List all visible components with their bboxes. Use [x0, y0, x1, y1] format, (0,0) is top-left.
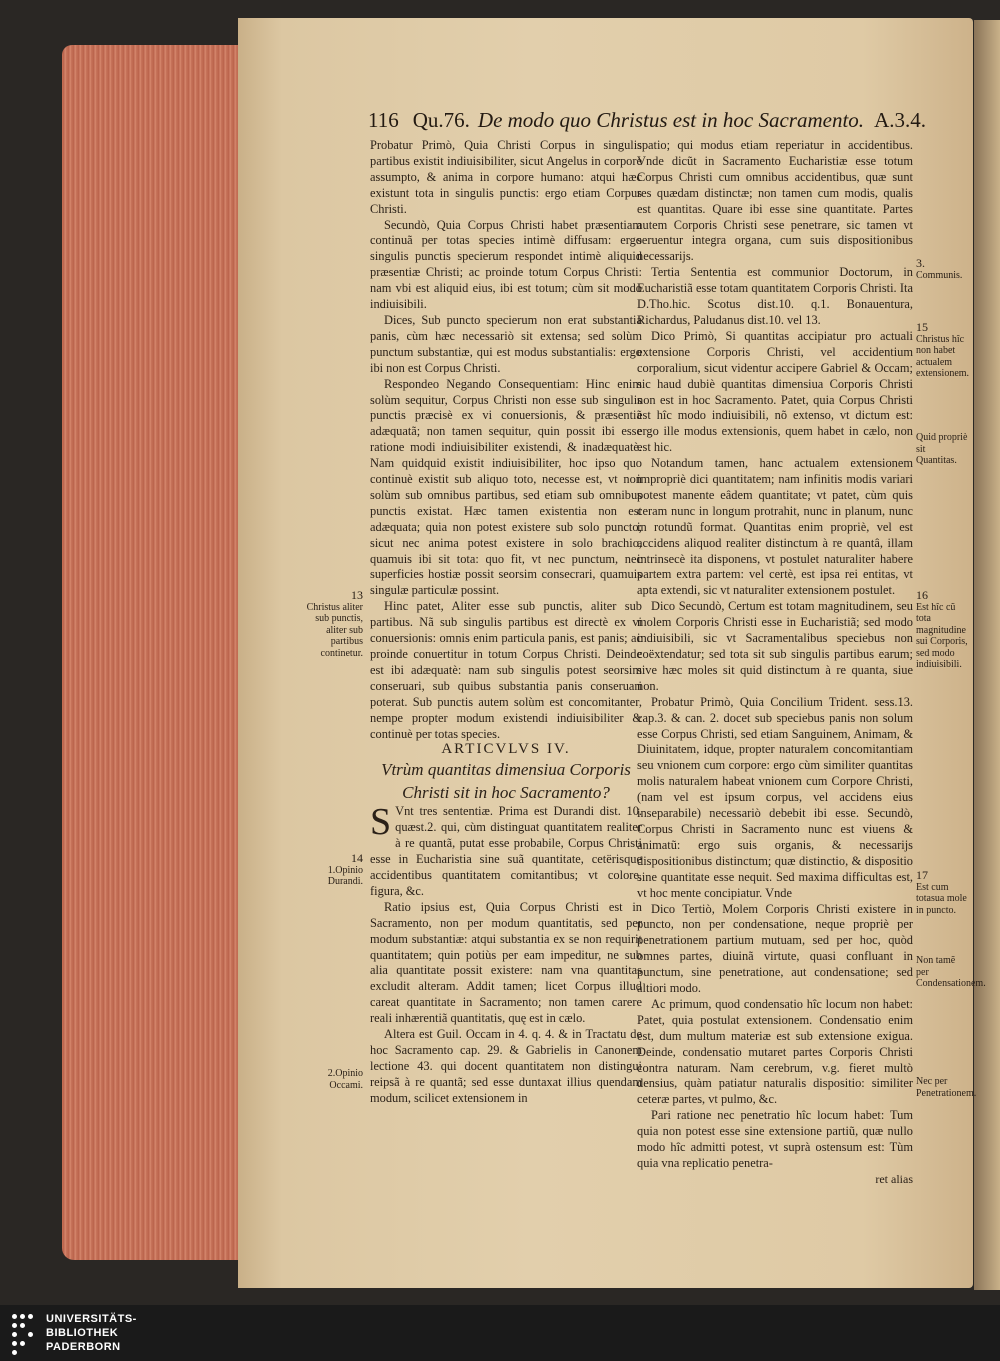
- margin-note: [916, 1076, 977, 1099]
- margin-note-number: 14: [351, 851, 363, 865]
- margin-note: [916, 258, 968, 281]
- page-number: 116: [368, 108, 399, 132]
- margin-note-text: Christus aliter sub punctis, aliter sub partibus continetur.: [306, 601, 363, 659]
- book-fore-edge: [62, 45, 252, 1260]
- margin-note: [305, 590, 363, 659]
- paragraph: Ratio ipsius est, Quia Corpus Christi est in Sacramento, non per modum quantitatis, sed per modum substantiæ: atqui substantia ex se non requirit quantitatem; quin potiùs per eam impeditur, ne sub alia quantitate possit existere: nam vna quantitas excludit alteram. Addit tamen; licet Corpus illud careat quantitate in Sacramento; non tamen carere reali inhærentiã quantitatis, quę est in cælo.: [370, 899, 642, 1026]
- margin-note-number: 16: [916, 588, 928, 602]
- paragraph: Dico Tertiò, Molem Corporis Christi existere in puncto, non per condensatione, neque propriè per penetrationem partium mutuam, sed per hoc, quòd omnes partes, diuinã virtute, quasi confluant in punctum, sine penetratione, aut condensatione; sed altiori modo.: [637, 901, 913, 996]
- margin-note-text: Est cum totasua mole in puncto.: [916, 881, 967, 916]
- margin-note: [916, 955, 986, 990]
- paragraph: Pari ratione nec penetratio hîc locum habet: Tum quia non potest esse sine extensione partiũ, quæ nullo modo hîc admitti potest, vt suprà ostensum est: Tùm quia vna replicatio penetra-: [637, 1108, 913, 1170]
- margin-note-number: 13: [351, 588, 363, 602]
- paragraph: Dico Secundò, Certum est totam magnitudinem, seu molem Corporis Christi esse in Eucharistiã; sed modo indiuisibili, sic vt Sacramentalibus speciebus non coëxtendatur; sed tota sit sub singulis partibus earum; sive hæc moles sit quid distinctum à re quanta, siue non.: [637, 599, 913, 693]
- margin-note-text: Quid propriè sit Quantitas.: [916, 432, 968, 466]
- paragraph-text: Vnt tres sententiæ. Prima est Durandi dist. 10. quæst.2. qui, cùm distinguat quantitatem realiter à re quantã, putat esse probabile, Corpus Christi esse in Eucharistia sine suã quantitate, cetërisque accidentibus quantitatem comitantibus; vt colore, figura, &c.: [370, 804, 642, 898]
- running-title: De modo quo Christus est in hoc Sacramento.: [477, 108, 865, 132]
- running-head: [368, 108, 928, 138]
- margin-note-text: 2.Opinio Occami.: [327, 1068, 363, 1091]
- margin-note: [916, 870, 968, 916]
- question-number: Qu.76.: [412, 108, 470, 132]
- paragraph: Altera est Guil. Occam in 4. q. 4. & in Tractatu de hoc Sacramento cap. 29. & Gabrielis in Canonem lectione 43. qui docent quantitatem non distingui reipsã à re quantã; sed esse duntaxat illius quendam modum, scilicet extensionem in: [370, 1027, 642, 1105]
- drop-cap: S: [370, 801, 392, 844]
- paragraph: Probatur Primò, Quia Concilium Trident. sess.13. cap.3. & can. 2. docet sub speciebus panis non solum esse Corpus Christi, sed etiam Sanguinem, Animam, & Diuinitatem, idque, propter naturalem concomitantiam seu vnionem cum corpore: ergo cùm similiter quantitas molis naturalem habeat vnionem cum Corpore Christi, (nam vel est ipsum corpus, vel accidens eius inseparabile) necessariò debebit ibi esse. Secundò, Corpus Christi in Sacramento nunc est viuens & animatũ: ergo suis organis, & necessarijs dispositionibus distinctum; quæ distinctio, & dispositio sine quantitate esse nequit. Sed maxima difficultas est, vt hoc mente concipiatur. Vnde: [637, 694, 913, 900]
- paragraph: Hinc patet, Aliter esse sub punctis, aliter sub partibus. Nã sub singulis partibus est directè ex vi conuersionis: omnis enim particula panis, est panis; ac proinde conuertitur in totum Corpus Christi. Deinde est ibi adæquatè: nam sub singulis potest seorsim conseruari, sub quibus substantia panis conseruari poterat. Sub punctis autem solùm est concomitanter, nempe propter modum existendi indiuisibiliter & continuè per totas species.: [370, 599, 642, 741]
- margin-note-text: Communis.: [916, 269, 963, 281]
- library-logo: [12, 1312, 162, 1358]
- margin-note-text: Nec per Penetrationem.: [916, 1076, 977, 1099]
- right-text-column: [637, 138, 913, 1188]
- margin-note: [916, 432, 968, 467]
- margin-note-text: Non tamẽ per Condensationem.: [916, 955, 986, 989]
- paragraph: Tertia Sententia est communior Doctorum, in Eucharistiã esse totam quantitatem Corporis Christi. Ita D.Tho.hic. Scotus dist.10. q.1. Bonauentura, Richardus, Paludanus dist.10. vel 13.: [637, 265, 913, 327]
- article-question: Vtrùm quantitas dimensiua Corporis Christi sit in hoc Sacramento?: [381, 760, 631, 803]
- paragraph: spatio; qui modus etiam reperiatur in accidentibus. Vnde dicũt in Sacramento Eucharistiæ esse totum Corpus Christi cum omnibus accidentibus, quæ sunt res quædam distinctæ; non tamen cum modis, qualis est quantitas. Quare ibi esse sine quantitate. Partes autem Corporis Christi sese penetrare, sic tamen vt seruentur integra organa, cum suis dispositionibus necessarijs.: [637, 138, 913, 264]
- facing-page-edge: [974, 20, 1000, 1290]
- margin-note-number: 3.: [916, 256, 925, 270]
- paragraph: [370, 801, 642, 899]
- paragraph: Notandum tamen, hanc actualem extensionem impropriè dici quantitatem; nam infinitis modis variari potest manente eâdem quantitate; vt patet, cùm quis ceram nunc in longum protrahit, nunc in planum, nunc in rotundũ format. Quantitas enim propriè, vel est accidens aliquod realiter distinctum à re quantâ, illam intrinsecè ita disponens, vt postulet naturaliter habere partem extra partem: vel certè, est ipsa rei entitas, vt apta extendi, sic vt naturaliter extensionem postulet.: [637, 456, 913, 598]
- margin-note: [916, 322, 968, 380]
- margin-note-text: Christus hîc non habet actualem extensionem.: [916, 333, 970, 379]
- logo-line: UNIVERSITÄTS-: [46, 1313, 137, 1325]
- paragraph: Ac primum, quod condensatio hîc locum non habet: Patet, quia postulat extensionem. Condensatio enim est, dum multum materiæ est sub extensione exigua. Deinde, condensatio mutaret partes Corporis Christi contra naturam. Nam cerebrum, v.g. fieret multò densius, quàm patiatur naturalis dispositio: similiter ceteræ partes, vt pulmo, &c.: [637, 996, 913, 1107]
- article-reference: A.3.4.: [874, 108, 926, 132]
- logo-line: BIBLIOTHEK: [46, 1327, 119, 1339]
- margin-note: [305, 853, 363, 888]
- paragraph: Respondeo Negando Consequentiam: Hinc enim solùm sequitur, Corpus Christi non esse sub singulis punctis præcisè ex vi conuersionis, & præsentiã adæquatã; non tamen sequitur, quin possit ibi esse ratione modi indiuisibiliter existendi, & inadæquatè. Nam quidquid existit indiuisibiliter, hoc ipso quo continuè existit sub aliquo toto, necesse est, vt non solùm sub omnibus partibus, sed etiam sub omnibus punctis existat. Hæc tamen existentia non est adæquata; quia non potest existere sub solo puncto; sicut nec anima potest existere in solo brachio, quamuis ibi sit tota: quo fit, vt nec punctum, nec superficies hostiæ possit seorsim consecrari, quamuis singulæ particulæ possint.: [370, 376, 642, 598]
- margin-note-number: 15: [916, 320, 928, 334]
- margin-note-text: 1.Opinio Durandi.: [327, 864, 363, 887]
- margin-note: [305, 1068, 363, 1091]
- paragraph: Dices, Sub puncto specierum non erat substantia panis, cùm hæc necessariò sit extensa; sed solùm punctum substantiæ, qui est modus substantialis: ergo ibi non est Corpus Christi.: [370, 312, 642, 375]
- article-heading: ARTICVLVS IV.: [441, 741, 571, 758]
- paragraph: Secundò, Quia Corpus Christi habet præsentiam continuã per totas species intimè diffusam: ergo singulis punctis specierum respondet intimè aliquid præsentiæ Christi; ac proinde totum Corpus Christi: nam vbi est aliquid eius, ibi est totum; cùm sit modo indiuisibili.: [370, 217, 642, 312]
- paragraph: Probatur Primò, Quia Christi Corpus in singulis partibus existit indiuisibiliter, sicut Angelus in corpore assumpto, & anima in corpore humano: atqui hæc existunt tota in singulis punctis: ergo etiam Corpus Christi.: [370, 138, 642, 216]
- paragraph: Dico Primò, Si quantitas accipiatur pro actuali extensione Corporis Christi, vel accidentium corporalium, sicut videntur accipere Gabriel & Occam; sic haud dubiè quantitas dimensiua Corporis Christi non est in hoc Sacramento. Patet, quia Corpus Christi est hîc modo indiuisibili, nõ extenso, vt dictum est: ergo ille modus extensionis, quem habet in cælo, non est hic.: [637, 328, 913, 455]
- margin-note-number: 17: [916, 868, 928, 882]
- left-text-column: [370, 138, 642, 1107]
- margin-note: [916, 590, 968, 671]
- library-name: [46, 1312, 137, 1354]
- margin-note-text: Est hîc cũ tota magnitudine sui Corporis, sed modo indiuisibili.: [916, 601, 968, 670]
- catchword: ret alias: [875, 1171, 913, 1186]
- logo-line: PADERBORN: [46, 1341, 121, 1353]
- dots-logo-icon: [12, 1314, 38, 1356]
